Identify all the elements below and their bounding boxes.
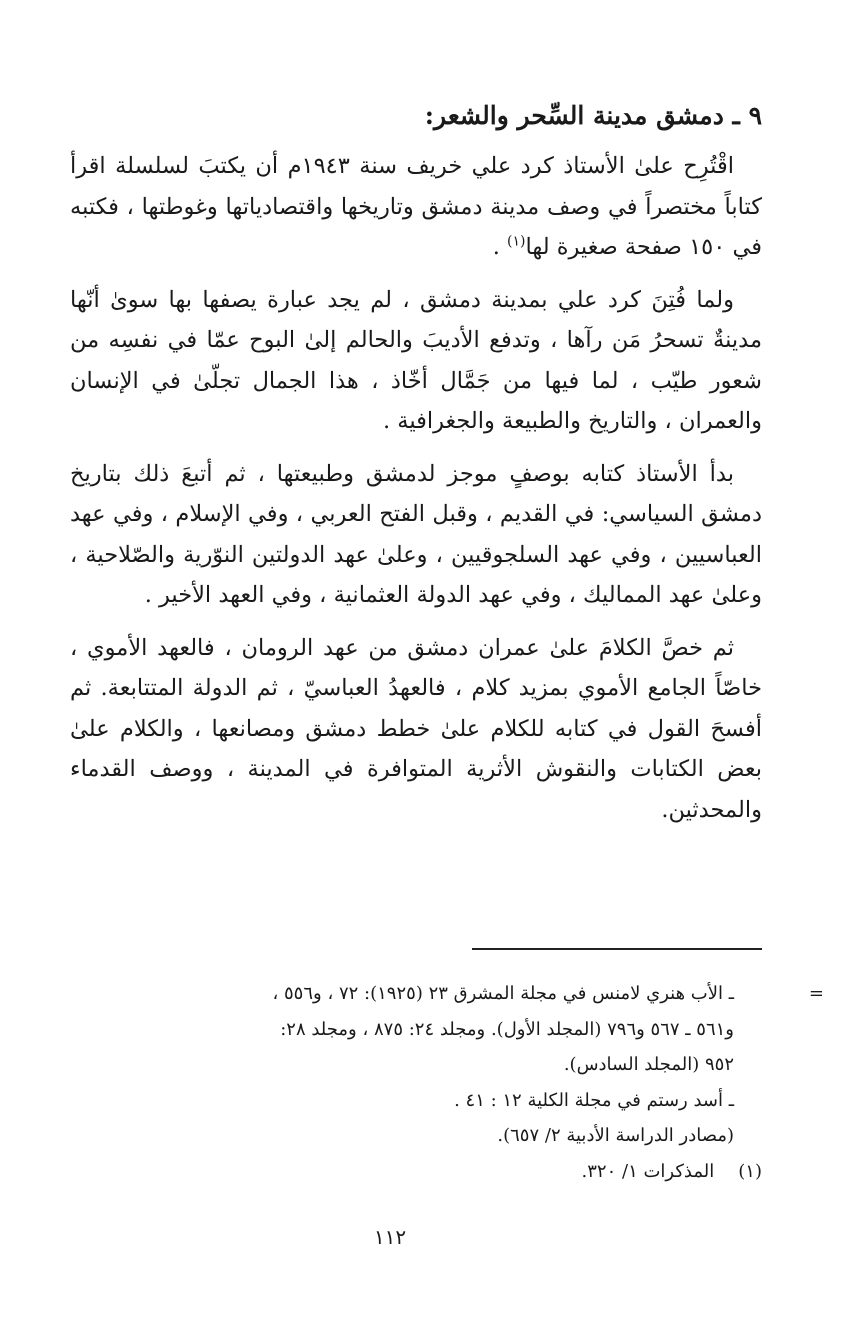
paragraph: ثم خصَّ الكلامَ علىٰ عمران دمشق من عهد الرومان ، فالعهد الأموي ، خاصّاً الجامع الأموي بمزيد كلام ، فالعهدُ العباسيّ ، ثم الدولة المتتابعة. ثم أفسحَ القول في كتابه للكلام علىٰ خطط دمشق ومصانعها ، والكلام علىٰ بعض الكتابات والنقوش الأثرية المتوافرة في المدينة ، ووصف القدماء والمحدثين.: [70, 634, 762, 823]
footnotes: [70, 976, 824, 1189]
footnote-line: ـ أسد رستم في مجلة الكلية ١٢ : ٤١ .: [454, 1089, 734, 1111]
paragraph: ولما فُتِنَ كرد علي بمدينة دمشق ، لم يجد عبارة يصفها بها سوىٰ أنّها مدينةٌ تسحرُ مَن رآها ، وتدفع الأديبَ والحالم إلىٰ البوح عمّا في نفسِه من شعور طيّب ، لما فيها من جَمَّال أخّاذ ، هذا الجمال تجلّىٰ في الإنسان والعمران ، والتاريخ والطبيعة والجغرافية .: [70, 286, 762, 434]
footnote-text: ـ الأب هنري لامنس في مجلة المشرق ٢٣ (١٩٢٥): ٧٢ ، و٥٥٦ ،: [272, 983, 734, 1004]
footnote-numbered: [70, 1154, 762, 1190]
document-page: [70, 0, 824, 1331]
footnote-line: (مصادر الدراسة الأدبية ٢/ ٦٥٧).: [497, 1125, 734, 1146]
paragraph: [70, 146, 762, 268]
footnote-line: ٩٥٢ (المجلد السادس).: [563, 1054, 734, 1075]
footnote-reference: (١): [507, 233, 526, 250]
paragraph-text: اقْتُرِح علىٰ الأستاذ كرد علي خريف سنة ١٩٤٣م أن يكتبَ لسلسلة اقرأ كتاباً مختصراً في وصف مدينة دمشق وتاريخها واقتصادياتها وغوطتها ، فكتبه في ١٥٠ صفحة صغيرة لها: [70, 153, 762, 260]
footnote-number: (١): [738, 1160, 762, 1182]
footnote-separator: [472, 948, 762, 950]
paragraph-tail: .: [492, 234, 508, 260]
body-text: [70, 146, 762, 842]
section-heading: ٩ ـ دمشق مدينة السِّحر والشعر:: [424, 101, 762, 130]
continuation-marker: =: [808, 983, 824, 1004]
paragraph: بدأ الأستاذ كتابه بوصفٍ موجز لدمشق وطبيعتها ، ثم أتبعَ ذلك بتاريخ دمشق السياسي: في القديم ، وقبل الفتح العربي ، وفي الإسلام ، وفي عهد العباسيين ، وفي عهد السلجوقيين ، وعلىٰ عهد الدولتين النوّرية والصّلاحية ، وعلىٰ عهد المماليك ، وفي عهد الدولة العثمانية ، وفي العهد الأخير .: [70, 460, 762, 608]
footnote-line: [70, 976, 824, 1012]
footnote-line: و٥٦١ ـ ٥٦٧ و٧٩٦ (المجلد الأول). ومجلد ٢٤: ٨٧٥ ، ومجلد ٢٨:: [280, 1018, 734, 1040]
page-number: ١١٢: [373, 1225, 407, 1249]
footnote-text: المذكرات ١/ ٣٢٠.: [581, 1160, 715, 1182]
